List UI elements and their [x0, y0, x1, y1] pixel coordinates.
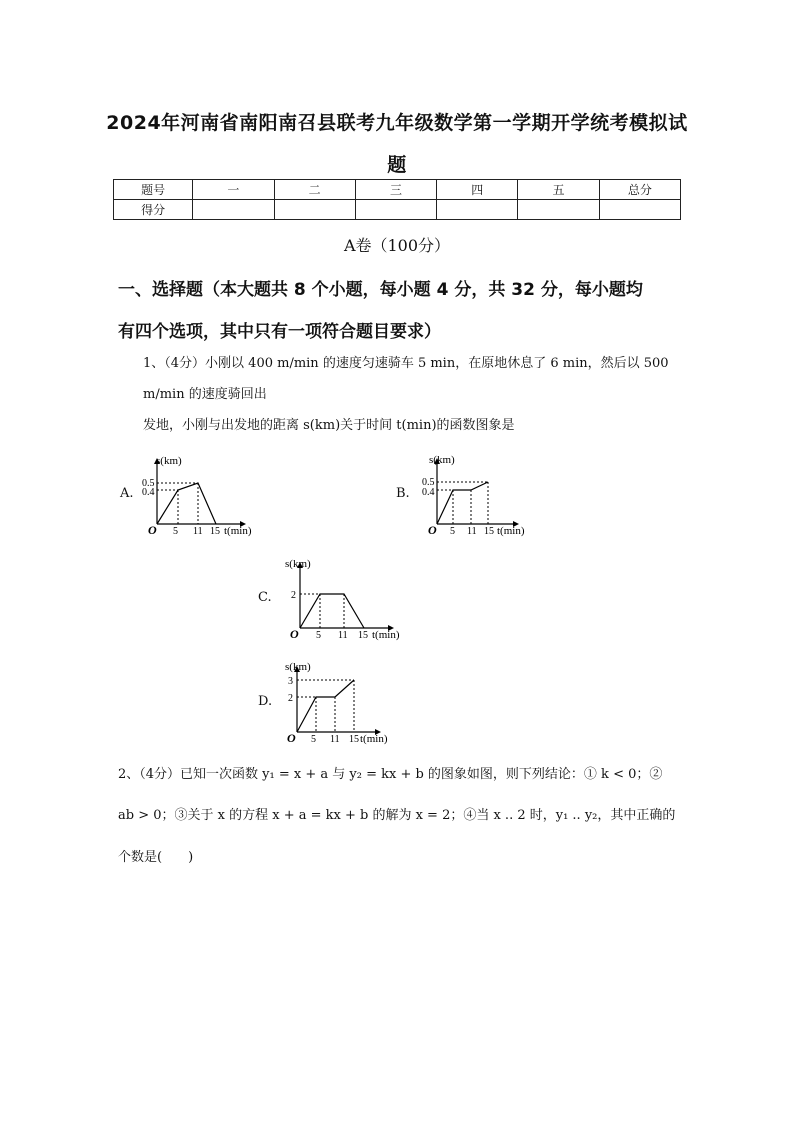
doc-title-line1: 2024年河南省南阳南召县联考九年级数学第一学期开学统考模拟试: [106, 112, 688, 134]
ytick-label: 0.5: [142, 478, 155, 489]
q1-text-line2: m/min 的速度骑回出: [143, 387, 267, 402]
axis-xlabel: t(min): [224, 525, 252, 537]
cell: 四: [437, 180, 518, 200]
axis-ylabel: s(km): [285, 558, 311, 570]
xtick-label: 11: [193, 526, 203, 537]
xtick-label: 15: [358, 630, 368, 641]
option-a-graph[interactable]: [140, 448, 265, 538]
xtick-label: 5: [316, 630, 321, 641]
section-a-heading: A卷（100分）: [343, 236, 451, 255]
ytick-label: 0.4: [422, 487, 435, 498]
score-table: [113, 179, 681, 220]
xtick-label: 15: [210, 526, 220, 537]
part1-heading-line2: 有四个选项，其中只有一项符合题目要求）: [118, 322, 441, 342]
q1-text-line3: 发地，小刚与出发地的距离 s(km)关于时间 t(min)的函数图象是: [143, 418, 515, 433]
cell: 总分: [599, 180, 680, 200]
axis-xlabel: t(min): [372, 629, 400, 641]
score-input-cell[interactable]: [274, 200, 355, 220]
axis-ylabel: s(km): [285, 661, 311, 673]
option-c-graph[interactable]: [280, 552, 410, 642]
ytick-label: 3: [288, 676, 293, 687]
ytick-label: 2: [288, 693, 293, 704]
option-b-graph[interactable]: [413, 448, 538, 538]
xtick-label: 11: [330, 734, 340, 745]
q2-text-line3: 个数是( ): [118, 850, 194, 865]
score-table-row-score: [114, 200, 681, 220]
option-a-label[interactable]: A.: [120, 486, 134, 501]
option-d-graph[interactable]: [280, 656, 410, 746]
xtick-label: 11: [338, 630, 348, 641]
score-input-cell[interactable]: [518, 200, 599, 220]
xtick-label: 15: [484, 526, 494, 537]
cell: 得分: [114, 200, 193, 220]
score-input-cell[interactable]: [599, 200, 680, 220]
score-input-cell[interactable]: [355, 200, 436, 220]
origin-label: O: [290, 627, 299, 641]
option-c-label[interactable]: C.: [258, 590, 272, 605]
ytick-label: 2: [291, 590, 296, 601]
cell: 题号: [114, 180, 193, 200]
origin-label: O: [148, 523, 157, 537]
xtick-label: 15: [349, 734, 359, 745]
cell: 三: [355, 180, 436, 200]
option-b-label[interactable]: B.: [396, 486, 410, 501]
score-input-cell[interactable]: [437, 200, 518, 220]
axis-ylabel: s(km): [429, 454, 455, 466]
xtick-label: 5: [173, 526, 178, 537]
q1-text-line1: 1、（4分）小刚以 400 m/min 的速度匀速骑车 5 min，在原地休息了 6 min，然后以 500: [143, 356, 669, 371]
xtick-label: 5: [450, 526, 455, 537]
score-input-cell[interactable]: [193, 200, 274, 220]
q2-text-line1: 2、（4分）已知一次函数 y₁ = x + a 与 y₂ = kx + b 的图象如图，则下列结论：① k < 0；②: [118, 767, 663, 782]
ytick-label: 0.5: [422, 477, 435, 488]
q2-text-line2: ab > 0；③关于 x 的方程 x + a = kx + b 的解为 x = 2；④当 x .. 2 时，y₁ .. y₂，其中正确的: [118, 808, 676, 823]
ytick-label: 0.4: [142, 487, 155, 498]
axis-xlabel: t(min): [497, 525, 525, 537]
cell: 一: [193, 180, 274, 200]
origin-label: O: [428, 523, 437, 537]
origin-label: O: [287, 731, 296, 745]
xtick-label: 11: [467, 526, 477, 537]
score-table-row-header: [114, 180, 681, 200]
doc-title-line2: 题: [387, 154, 407, 176]
cell: 二: [274, 180, 355, 200]
axis-xlabel: t(min): [360, 733, 388, 745]
xtick-label: 5: [311, 734, 316, 745]
option-d-label[interactable]: D.: [258, 694, 273, 709]
axis-ylabel: s(km): [156, 455, 182, 467]
part1-heading-line1: 一、选择题（本大题共 8 个小题，每小题 4 分，共 32 分，每小题均: [118, 280, 643, 300]
cell: 五: [518, 180, 599, 200]
